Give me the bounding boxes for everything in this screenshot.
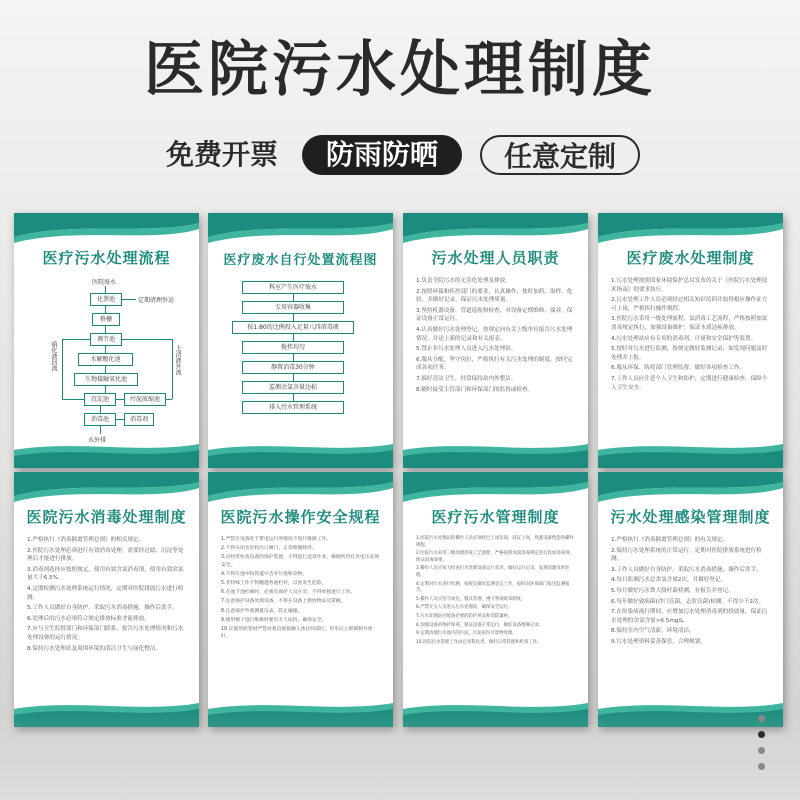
poster-top-band bbox=[14, 213, 199, 243]
flow-hydrolysis: 水解酸化池 bbox=[78, 353, 133, 366]
flow-bio-oxidation: 生物接触氧化池 bbox=[74, 373, 138, 386]
poster-title: 医疗废水自行处置流程图 bbox=[223, 253, 378, 268]
flow-step-3: 按1:80的比例投入足量八四消毒液 bbox=[232, 321, 354, 334]
poster-title: 污水处理感染管理制度 bbox=[610, 508, 771, 526]
poster-body: 1.严格执行《消毒隔离管理总则》的有关规定。 2.保持污水处理系统的正常运行，定期对医院排放系统进行检测。 3.工作人员做好自身防护，采取污水消毒措施，操作后洗手。 4.每日监测污水总余氯含量2次，并做好登记。 5.每月做好污水粪大肠杆菌检测，有报告并登记。 6.每年做好致病菌(沙门氏菌、志贺氏菌)检测，不得少于2次。 7.在传染病流行期间，应增加污水处理消毒剂的投放量，保证污水处理的余氯含量>6.5mg/L。 8.保持室内空气清新，环境清洁。 9.污水处理资料妥善保管，合理规划。 bbox=[611, 537, 768, 645]
hero-title: 医院污水处理制度 bbox=[144, 35, 656, 105]
poster-body: 1.负责全院污水的无害化处理及排放。 2.按照环保和疾控部门的要求，认真操作，按时加药、取样、化验，并做好记录，保证污水处理质量。 3.坚持机器设备、管道巡视和检查，对设备定期维修、保养，保证设备正常运行。 4.认真做好污水处理登记，按规定向有关上级单位报告污水处理情况，并送上新的记录和有关报表。 5.禁止非污水处理人员进入污水处理站。 6.服从分配，坚守岗位，严格执行有关污水处理的制度，按时完成各项任务。 7.搞好清洁卫生，经常保持站内外整洁。 8.随时接受主管部门和环保部门的监督或检查。 bbox=[416, 278, 573, 393]
poster-top-band bbox=[598, 472, 783, 502]
flow-left-label: 硝化液回流 bbox=[50, 341, 57, 371]
poster-top-band bbox=[403, 213, 588, 243]
flow-outflow: 定期清理外运 bbox=[138, 297, 175, 304]
poster-title: 医疗污水处理流程 bbox=[42, 249, 171, 267]
poster-top-band bbox=[208, 472, 393, 502]
poster-title: 污水处理人员职责 bbox=[431, 249, 560, 267]
poster-bottom-band bbox=[14, 440, 199, 468]
flow-step-2: 专用容器收集 bbox=[242, 301, 344, 314]
poster-top-band bbox=[403, 472, 588, 502]
carousel-dot[interactable] bbox=[758, 747, 765, 754]
poster-title: 医院污水消毒处理制度 bbox=[26, 508, 187, 526]
poster-body: 1.医院污水处理站的操作人员必须经过上岗培训，持证上岗，熟悉设备性能和操作规程。 2.医院污水采用三级处理消毒工艺流程，严格按照加氯消毒规定进行投加消毒剂，保证消毒效果。 3.操作人员应每天检查污水处理设备运行状况，做好运行记录，发现问题及时处理。 4.定期对污水进行检测，按规定做好监测登记工作，按时向环保部门报送监测报告。 5.操作人员应坚守岗位，服从管理，遵守各项规章制度。 6.严禁无关人员进入污水处理站，确保安全运行。 7.污水处理站应配备必要的防护用品和消防器材。 8.加强设备的维护保养，保证设备正常运行，做好设备维修记录。 9.定期清理污水池内的污泥，污泥按医疗废物处理。 10.医院污水管理工作由总务科负责，做好日常管理和检查工作。 bbox=[416, 536, 574, 645]
poster-infection-control bbox=[598, 472, 783, 727]
poster-staff-duties bbox=[403, 213, 588, 468]
flow-grate: 格栅 bbox=[92, 313, 120, 326]
flow-right-label: 上清液外流 bbox=[174, 345, 181, 375]
flow-step-5: 静置消毒30分钟 bbox=[242, 361, 344, 374]
poster-wastewater-rules bbox=[598, 213, 783, 468]
flow-step-1: 科室产生医疗废水 bbox=[242, 281, 344, 294]
poster-bottom-band bbox=[403, 440, 588, 468]
poster-self-treatment-flow bbox=[208, 213, 393, 468]
carousel-indicator[interactable] bbox=[758, 715, 766, 779]
poster-body: 1.严格执行《消毒隔离管理总则》的相关规定。 2.医院污水处理必须进行有效消毒处理，需要经过滤、沉淀等处理后才能进行排放。 3.消毒剂选择应按照规定，使用有效含氯消毒剂，使用有效余氯量大于6.5%。 4.定期检测污水处理系统运行情况，定期对医院排放污水进行检测。 5.工作人员做好自身防护，采取污水消毒措施，操作后洗手。 6.处理后的污水必须符合规定排放标准才能排放。 7.应与卫生监督部门和环保部门联系，报告污水处理情况和污水处理设备的运行情况。 8.保持污水处理站及周围环境的清洁卫生与绿化整洁。 bbox=[27, 537, 184, 652]
poster-title: 医院污水操作安全规程 bbox=[220, 508, 381, 526]
poster-bottom-band bbox=[208, 440, 393, 468]
feature-tags bbox=[0, 135, 800, 175]
flow-sludge: 污泥浓缩池 bbox=[124, 393, 166, 406]
flow-step-6: 监测余氯含量达标 bbox=[242, 381, 344, 394]
poster-body: 1.污水处理按照国家环境保护总局发布的关于《医院污水处理技术指南》的要求执行。 2.污水处理工作人员必须经过相关知识培训并取得相应操作证方可上岗，严格执行操作规程。 3.医院污水采用一级处理流程，氯消毒工艺流程，严格按照加氯消毒规定执行，加强设备维护，保证水质达标排放。 4.污水处理站应有专用的消毒剂、计量和安全保护等装置。 5.按时对污水进行监测，按规定做好监测记录，如发现问题及时处理并上报。 6.服从环保、防疫部门管理监督，做好各项检查工作。 7.工作人员应注意个人卫生和防护，定期进行健康检查，保障个人卫生安全。 bbox=[611, 278, 768, 391]
flow-discharge: 水外排 bbox=[88, 437, 107, 444]
carousel-dot[interactable] bbox=[758, 715, 765, 722]
flow-septic-tank: 化粪池 bbox=[90, 293, 122, 306]
floor-shadow bbox=[0, 710, 800, 800]
poster-management-rules bbox=[403, 472, 588, 727]
poster-bottom-band bbox=[598, 440, 783, 468]
flow-disinfectant: 消毒剂 bbox=[124, 413, 154, 426]
flow-adjust: 调节池 bbox=[90, 333, 122, 346]
tag-free-invoice: 免费开票 bbox=[165, 138, 278, 171]
poster-top-band bbox=[598, 213, 783, 243]
poster-top-band bbox=[14, 472, 199, 502]
poster-title: 医疗废水处理制度 bbox=[626, 249, 755, 267]
poster-body: 1.严禁在设备处于带电运行的情况下进行维修工作。 2.不得关闭水泵和出口闸门，正常维修除外。 3.应经常检查设备的保护装置，不得进行违章作业，修理所用灯具电压必须安全。 4.不得在池中和管道中丢弃垃圾和杂物。 5.非特殊工作不得翻越各池栏杆，以免发生危险。 6.在池下池检修时，必须有保护人员在旁，不得单独进行工作。 7.注意保护设备处理设备，不得在设备上摆放物品及掌握。 8.注意保护外观测量仪表，防止碰撞。 9.使用梯子进行维修时要有专人扶持，确保安全。 10.在使用软管时严禁对着直接接触人体任何部位，用毕后立即卸制并放好。 bbox=[221, 537, 380, 640]
poster-title: 医疗污水管理制度 bbox=[431, 508, 560, 526]
flow-settle: 沉淀池 bbox=[84, 393, 116, 406]
poster-safety-procedures bbox=[208, 472, 393, 727]
tag-weatherproof: 防雨防晒 bbox=[302, 135, 462, 175]
flow-source: 医院废水 bbox=[92, 279, 117, 286]
tag-custom: 任意定制 bbox=[480, 135, 640, 175]
flowchart bbox=[22, 275, 192, 445]
flow-step-7: 排入污水管理系统 bbox=[242, 401, 344, 414]
carousel-dot[interactable] bbox=[758, 763, 765, 770]
carousel-dot-active[interactable] bbox=[758, 731, 765, 738]
poster-disinfection-rules bbox=[14, 472, 199, 727]
poster-sewage-treatment-flow bbox=[14, 213, 199, 468]
poster-top-band bbox=[208, 213, 393, 243]
flow-step-4: 搅拌均匀 bbox=[242, 341, 344, 354]
flow-disinfect-pool: 消毒池 bbox=[84, 413, 116, 426]
